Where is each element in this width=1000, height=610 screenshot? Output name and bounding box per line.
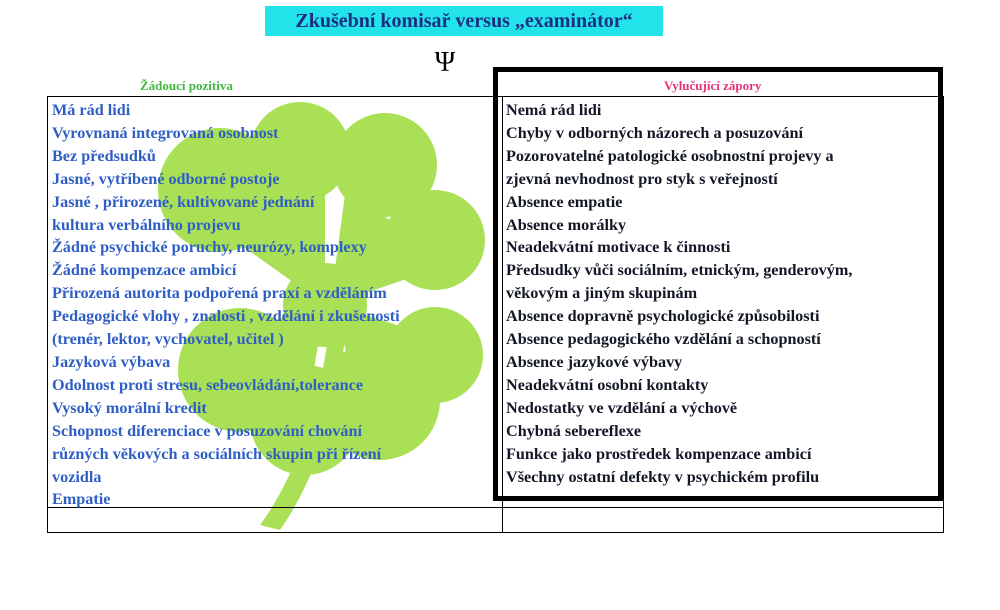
psi-symbol: Ψ — [434, 47, 456, 78]
negative-item: Všechny ostatní defekty v psychickém profilu — [506, 467, 820, 486]
negative-item: zjevná nevhodnost pro styk s veřejností — [506, 169, 778, 188]
positive-item: Schopnost diferenciace v posuzování chování — [52, 421, 362, 440]
negative-item: Pozorovatelné patologické osobnostní projevy a — [506, 146, 834, 165]
positive-item: různých věkových a sociálních skupin při řízení — [52, 444, 382, 463]
negative-item: Funkce jako prostředek kompenzace ambicí — [506, 444, 812, 463]
positive-item: vozidla — [52, 467, 102, 486]
positive-item: Přirozená autorita podpořená praxí a vzděláním — [52, 284, 387, 303]
negative-item: Absence morálky — [506, 215, 627, 234]
positive-item: Jasné, vytříbené odborné postoje — [52, 169, 280, 188]
positive-item: kultura verbálního projevu — [52, 215, 241, 234]
positive-item: Empatie — [52, 490, 111, 509]
negatives-header: Vylučující zápory — [664, 78, 762, 93]
positive-item: Jasné , přirozené, kultivované jednání — [52, 192, 315, 211]
positives-list — [52, 99, 400, 511]
negative-item: Chyby v odborných názorech a posuzování — [506, 123, 803, 142]
positive-item: Žádné kompenzace ambicí — [52, 261, 237, 280]
positive-item: Má rád lidi — [52, 101, 131, 119]
negative-item: Absence pedagogického vzdělání a schopností — [506, 330, 821, 349]
positive-item: Bez předsudků — [52, 146, 156, 165]
negative-item: Chybná sebereflexe — [506, 421, 642, 440]
negative-item: Neadekvátní motivace k činnosti — [506, 238, 731, 257]
negative-item: Neadekvátní osobní kontakty — [506, 375, 709, 394]
positive-item: Jazyková výbava — [52, 352, 171, 371]
positive-item: Žádné psychické poruchy, neurózy, komplexy — [52, 238, 367, 257]
negatives-list — [506, 99, 852, 488]
positive-item: Vysoký morální kredit — [52, 398, 207, 417]
positives-header: Žádoucí pozitiva — [140, 78, 233, 93]
negative-item: Předsudky vůči sociálním, etnickým, genderovým, — [506, 261, 853, 280]
page-title: Zkušební komisař versus „examinátor“ — [265, 6, 663, 36]
positive-item: Pedagogické vlohy , znalosti , vzdělání i zkušenosti — [52, 307, 400, 326]
negative-item: věkovým a jiným skupinám — [506, 284, 698, 303]
positive-item: Vyrovnaná integrovaná osobnost — [52, 123, 279, 142]
negative-item: Nedostatky ve vzdělání a výchově — [506, 398, 738, 417]
negative-item: Nemá rád lidi — [506, 101, 602, 119]
positive-item: (trenér, lektor, vychovatel, učitel ) — [52, 330, 284, 349]
positive-item: Odolnost proti stresu, sebeovládání,tolerance — [52, 375, 364, 394]
negative-item: Absence dopravně psychologické způsobilosti — [506, 307, 820, 326]
negative-item: Absence empatie — [506, 192, 623, 211]
negative-item: Absence jazykové výbavy — [506, 352, 683, 371]
